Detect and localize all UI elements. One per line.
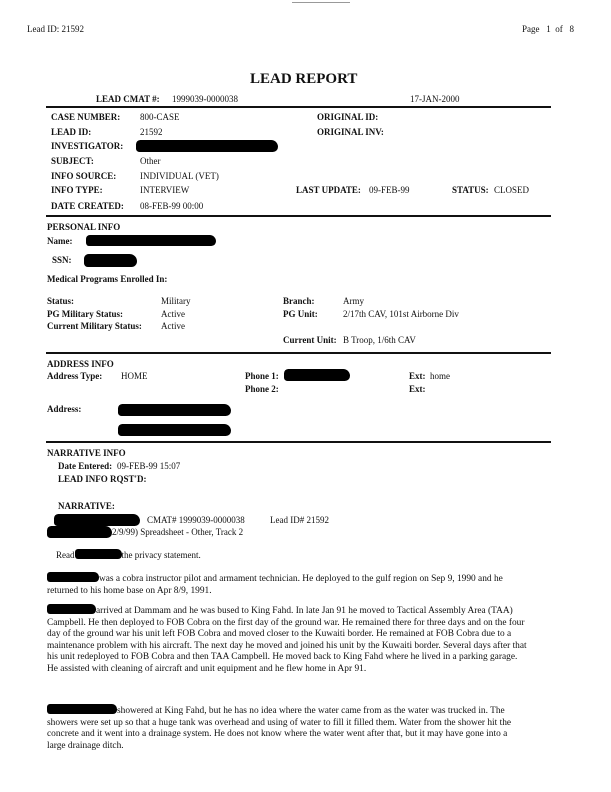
lead-id-value: 21592 bbox=[140, 127, 163, 137]
redaction-narrative-ref1 bbox=[54, 514, 140, 526]
pg-unit-label: PG Unit: bbox=[283, 309, 318, 319]
privacy-read: Read bbox=[56, 550, 75, 560]
narrative-ref-lead: Lead ID# 21592 bbox=[270, 515, 329, 525]
page-of: of bbox=[555, 24, 563, 34]
last-update-label: LAST UPDATE: bbox=[296, 185, 361, 195]
header-lead-id: Lead ID: 21592 bbox=[27, 24, 84, 34]
narrative-paragraph-2 bbox=[47, 604, 527, 676]
cmat-value: 1999039-0000038 bbox=[172, 94, 238, 104]
report-date: 17-JAN-2000 bbox=[410, 94, 460, 104]
lead-info-label: LEAD INFO RQST'D: bbox=[58, 474, 147, 484]
narrative-p2-text: arrived at Dammam and he was bused to King Fahd. In late Jan 91 he moved to Tactical Assembly Area (TAA) Campbell. He then deployed to FOB Cobra on the first day of the ground war. He remained there for three days and on the four day of the ground war his unit left FOB Cobra and moved closer to the Kuwaiti border. He remained at FOB Cobra due to a maintenance problem with his aircraft. The next day he moved and joined his unit by the Kuwaiti border. Several days after that his unit redeployed to FOB Cobra and then TAA Campbell. He moved back to King Fahd where he lived in a parking garage. He assisted with cleaning of aircraft and unit equipment and he flew home in Apr 91. bbox=[47, 606, 527, 674]
narrative-paragraph-3 bbox=[47, 704, 527, 752]
current-military-value: Active bbox=[161, 321, 185, 331]
subject-value: Other bbox=[140, 156, 161, 166]
redaction-p1 bbox=[47, 572, 99, 582]
pg-military-value: Active bbox=[161, 309, 185, 319]
narrative-p1-text: was a cobra instructor pilot and armament technician. He deployed to the gulf region on Sep 9, 1990 and he returned to his home base on Apr 8/9, 1991. bbox=[47, 574, 503, 596]
narrative-label: NARRATIVE: bbox=[58, 501, 115, 511]
ext1-value: home bbox=[430, 371, 450, 381]
date-entered-value: 09-FEB-99 15:07 bbox=[117, 461, 181, 471]
divider-address bbox=[46, 441, 551, 443]
ext2-label: Ext: bbox=[409, 384, 426, 394]
date-created-value: 08-FEB-99 00:00 bbox=[140, 201, 204, 211]
branch-value: Army bbox=[343, 296, 364, 306]
pg-military-label: PG Military Status: bbox=[47, 309, 123, 319]
original-inv-label: ORIGINAL INV: bbox=[317, 127, 384, 137]
case-number-label: CASE NUMBER: bbox=[51, 112, 121, 122]
case-number-value: 800-CASE bbox=[140, 112, 180, 122]
info-source-value: INDIVIDUAL (VET) bbox=[140, 171, 219, 181]
page-number: 1 bbox=[546, 24, 551, 34]
narrative-p3-text: showered at King Fahd, but he has no idea where the water came from as the water was trucked in. The showers were set up so that a huge tank was overhead and using of water to fill it filled them. Water from the shower hit the concrete and it went into a drainage system. He does not know where the water went after that, but it may have gone into a large drainage ditch. bbox=[47, 706, 512, 751]
narrative-ref-spreadsheet: 2/9/99) Spreadsheet - Other, Track 2 bbox=[112, 527, 244, 537]
cmat-label: LEAD CMAT #: bbox=[96, 94, 160, 104]
privacy-after: the privacy statement. bbox=[121, 550, 201, 560]
redaction-ssn bbox=[84, 254, 137, 267]
investigator-label: INVESTIGATOR: bbox=[51, 141, 124, 151]
original-id-label: ORIGINAL ID: bbox=[317, 112, 379, 122]
mil-status-value: Military bbox=[161, 296, 191, 306]
status-value: CLOSED bbox=[494, 185, 530, 195]
divider-case bbox=[46, 215, 551, 217]
divider-top bbox=[46, 106, 551, 108]
narrative-paragraph-1 bbox=[47, 572, 527, 597]
status-label: STATUS: bbox=[452, 185, 489, 195]
report-title: LEAD REPORT bbox=[250, 71, 358, 87]
date-entered-label: Date Entered: bbox=[58, 461, 113, 471]
redaction-p2 bbox=[47, 604, 96, 614]
address-type-value: HOME bbox=[121, 371, 148, 381]
scan-artifact-line bbox=[292, 2, 350, 3]
last-update-value: 09-FEB-99 bbox=[369, 185, 410, 195]
redaction-narrative-ref2 bbox=[47, 526, 112, 538]
narrative-section-title: NARRATIVE INFO bbox=[47, 448, 126, 458]
date-created-label: DATE CREATED: bbox=[51, 201, 124, 211]
info-source-label: INFO SOURCE: bbox=[51, 171, 117, 181]
redaction-address-line2 bbox=[118, 424, 231, 436]
branch-label: Branch: bbox=[283, 296, 315, 306]
current-unit-label: Current Unit: bbox=[283, 335, 337, 345]
address-section-title: ADDRESS INFO bbox=[47, 359, 114, 369]
page-label: Page bbox=[522, 24, 540, 34]
personal-section-title: PERSONAL INFO bbox=[47, 222, 121, 232]
phone2-label: Phone 2: bbox=[245, 384, 279, 394]
phone1-label: Phone 1: bbox=[245, 371, 279, 381]
info-type-label: INFO TYPE: bbox=[51, 185, 103, 195]
subject-label: SUBJECT: bbox=[51, 156, 94, 166]
page-total: 8 bbox=[569, 24, 574, 34]
address-type-label: Address Type: bbox=[47, 371, 103, 381]
medical-label: Medical Programs Enrolled In: bbox=[47, 274, 168, 284]
redaction-phone1 bbox=[284, 369, 350, 381]
info-type-value: INTERVIEW bbox=[140, 185, 190, 195]
privacy-line bbox=[56, 549, 201, 560]
redaction-investigator bbox=[136, 140, 278, 152]
mil-status-label: Status: bbox=[47, 296, 75, 306]
pg-unit-value: 2/17th CAV, 101st Airborne Div bbox=[343, 309, 459, 319]
redaction-p3 bbox=[47, 704, 117, 714]
narrative-ref-cmat: CMAT# 1999039-0000038 bbox=[147, 515, 245, 525]
redaction-name bbox=[86, 235, 216, 246]
redaction-address-line1 bbox=[118, 404, 231, 416]
name-label: Name: bbox=[47, 236, 73, 246]
current-military-label: Current Military Status: bbox=[47, 321, 142, 331]
current-unit-value: B Troop, 1/6th CAV bbox=[343, 335, 416, 345]
address-label: Address: bbox=[47, 404, 82, 414]
redaction-privacy bbox=[75, 549, 122, 559]
page-indicator bbox=[522, 24, 574, 34]
ssn-label: SSN: bbox=[52, 255, 72, 265]
ext1-label: Ext: bbox=[409, 371, 426, 381]
lead-id-label: LEAD ID: bbox=[51, 127, 92, 137]
divider-personal bbox=[46, 352, 551, 354]
